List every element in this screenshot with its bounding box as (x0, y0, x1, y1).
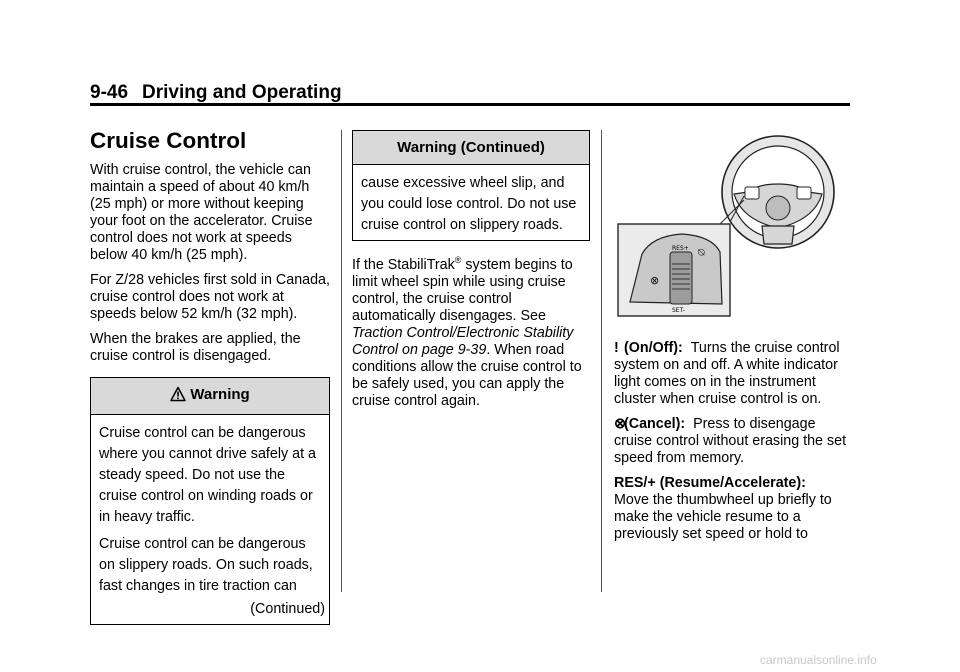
paragraph-brakes: When the brakes are applied, the cruise control is disengaged. (90, 331, 301, 364)
warning-paragraph-1: Cruise control can be dangerous where you cannot drive safely at a steady speed. Do not use the cruise control on winding roads or in heavy traffic. (99, 425, 316, 525)
column-divider-2 (601, 130, 602, 592)
warning-icon (170, 386, 186, 406)
column-2 (352, 118, 590, 418)
item-cancel: ⊗(Cancel): Press to disengage cruise control without erasing the set speed from memory. (614, 416, 847, 466)
continued-label: (Continued) (250, 601, 325, 617)
column-divider-1 (341, 130, 342, 592)
column-3 (614, 340, 850, 551)
warning-continued-body: cause excessive wheel slip, and you could lose control. Do not use cruise control on slippery roads. (361, 175, 577, 233)
column-1 (90, 118, 330, 625)
svg-text:⍉: ⍉ (698, 246, 705, 259)
page-header (90, 82, 342, 104)
warning-continued-header: Warning (Continued) (353, 131, 589, 165)
warning-continued-box (352, 130, 590, 241)
cruise-on-off-icon: ǃ (614, 340, 619, 356)
steering-wheel-icon (722, 136, 834, 248)
watermark: carmanualsonline.info (760, 653, 877, 667)
warning-heading: Warning (190, 386, 250, 403)
warning-body (91, 415, 329, 624)
registered-mark: ® (454, 255, 462, 266)
set-label: SET- (672, 307, 685, 314)
warning-box (90, 377, 330, 625)
section-title: Driving and Operating (142, 82, 342, 103)
cancel-icon: ⊗ (614, 416, 626, 432)
page-number: 9-46 (90, 82, 129, 103)
steering-wheel-illustration (612, 132, 852, 322)
svg-text:⊗: ⊗ (650, 274, 660, 287)
warning-paragraph-2: Cruise control can be dangerous on slippery roads. On such roads, fast changes in tire traction can (99, 536, 313, 594)
page-title: Cruise Control (90, 128, 247, 153)
paragraph-canada: For Z/28 vehicles first sold in Canada, cruise control does not work at speeds below 52 km/h (32 mph). (90, 272, 330, 322)
warning-header (91, 378, 329, 415)
res-label: RES+ (672, 245, 689, 252)
item-resume: RES/+ (Resume/Accelerate): Move the thumbwheel up briefly to make the vehicle resume to a previously set speed or hold to (614, 475, 832, 542)
paragraph-intro: With cruise control, the vehicle can maintain a speed of about 40 km/h (25 mph) or more without keeping your foot on the accelerator. Cruise control does not work at speeds below 40 km/h (25 mph). (90, 162, 313, 263)
cruise-switch-inset (618, 224, 730, 316)
cross-reference-link[interactable]: Traction Control/Electronic Stability Control on page 9-39 (352, 325, 574, 358)
item-on-off: ǃ (On/Off): Turns the cruise control system on and off. A white indicator light comes on in the instrument cluster when cruise control is on. (614, 340, 840, 407)
paragraph-stabilitrak: If the StabiliTrak® system begins to limit wheel spin while using cruise control, the cruise control automatically disengages. See Traction Control/Electronic Stability Control on page 9-39. When road conditions allow the cruise control to be safely used, you can apply the cruise control again. (352, 255, 582, 409)
header-rule (90, 103, 850, 106)
